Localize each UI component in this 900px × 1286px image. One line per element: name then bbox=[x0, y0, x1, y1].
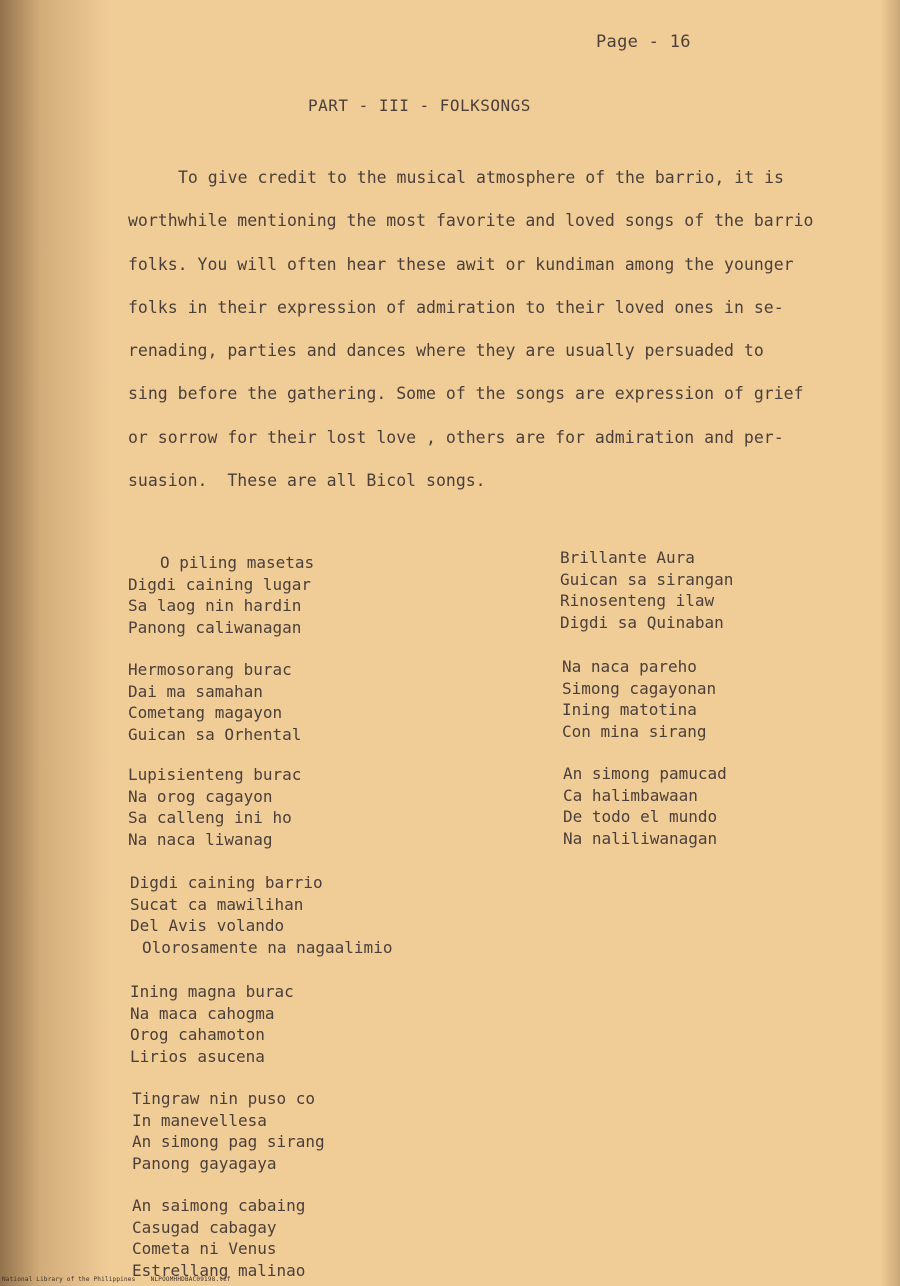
verse-line: Tingraw nin puso co bbox=[132, 1089, 316, 1108]
intro-line: sing before the gathering. Some of the songs are expression of grief bbox=[128, 384, 804, 404]
scan-footer: National Library of the Philippines NLPOOMHHDBAC09198.tif bbox=[2, 1276, 231, 1283]
verse-line: Na naliliwanagan bbox=[563, 828, 718, 848]
verse-line: Panong gayagaya bbox=[132, 1153, 277, 1173]
verse-line: Cometa ni Venus bbox=[132, 1239, 277, 1258]
verse-line: Panong caliwanagan bbox=[128, 617, 302, 637]
song-stanza bbox=[130, 981, 294, 1067]
verse-line: Guican sa Orhental bbox=[128, 724, 302, 744]
song-stanza bbox=[130, 872, 392, 958]
verse-line: An saimong cabaing bbox=[132, 1196, 306, 1215]
page-number: Page - 16 bbox=[596, 32, 691, 52]
verse-line: De todo el mundo bbox=[563, 807, 718, 826]
verse-line: Brillante Aura bbox=[560, 548, 695, 567]
verse-line: Lirios asucena bbox=[130, 1046, 265, 1066]
song-stanza bbox=[128, 552, 314, 638]
verse-line: Na naca pareho bbox=[562, 657, 697, 676]
song-stanza bbox=[132, 1088, 325, 1174]
verse-line: Dai ma samahan bbox=[128, 681, 263, 701]
intro-line: folks in their expression of admiration to their loved ones in se- bbox=[128, 297, 784, 317]
intro-line: folks. You will often hear these awit or kundiman among the younger bbox=[128, 254, 794, 274]
verse-line: Casugad cabagay bbox=[132, 1217, 277, 1237]
verse-line: Sucat ca mawilihan bbox=[130, 894, 304, 914]
verse-line: Rinosenteng ilaw bbox=[560, 591, 715, 610]
verse-line: Digdi caining barrio bbox=[130, 873, 323, 892]
verse-line: Cometang magayon bbox=[128, 703, 283, 722]
song-stanza bbox=[563, 763, 727, 849]
intro-line: To give credit to the musical atmosphere of the barrio, it is bbox=[178, 168, 784, 187]
verse-line: Na orog cagayon bbox=[128, 786, 273, 806]
verse-line: Ca halimbawaan bbox=[563, 785, 698, 805]
verse-line: Hermosorang burac bbox=[128, 660, 292, 679]
song-stanza bbox=[128, 659, 301, 745]
verse-line: An simong pag sirang bbox=[132, 1132, 325, 1151]
verse-line: Con mina sirang bbox=[562, 721, 707, 741]
verse-line: Na naca liwanag bbox=[128, 829, 273, 849]
verse-line: Lupisienteng burac bbox=[128, 765, 302, 784]
verse-line: An simong pamucad bbox=[563, 764, 727, 783]
song-stanza bbox=[562, 656, 716, 742]
verse-line: Digdi sa Quinaban bbox=[560, 612, 724, 632]
verse-line: Sa calleng ini ho bbox=[128, 808, 292, 827]
verse-line: Olorosamente na nagaalimio bbox=[142, 937, 393, 957]
verse-line: In manevellesa bbox=[132, 1110, 267, 1130]
verse-line: Orog cahamoton bbox=[130, 1025, 265, 1044]
verse-line: Simong cagayonan bbox=[562, 678, 717, 698]
verse-line: Ining magna burac bbox=[130, 982, 294, 1001]
intro-line: renading, parties and dances where they are usually persuaded to bbox=[128, 341, 764, 361]
intro-line: suasion. These are all Bicol songs. bbox=[128, 471, 486, 491]
section-heading: PART - III - FOLKSONGS bbox=[308, 96, 531, 115]
intro-paragraph bbox=[128, 156, 868, 502]
intro-line: worthwhile mentioning the most favorite and loved songs of the barrio bbox=[128, 211, 814, 231]
intro-line: or sorrow for their lost love , others are for admiration and per- bbox=[128, 427, 784, 447]
song-stanza bbox=[132, 1195, 305, 1281]
song-stanza bbox=[128, 764, 301, 850]
verse-line: Digdi caining lugar bbox=[128, 574, 312, 594]
verse-line: Del Avis volando bbox=[130, 916, 285, 935]
verse-line: O piling masetas bbox=[160, 553, 315, 572]
verse-line: Ining matotina bbox=[562, 700, 697, 719]
verse-line: Guican sa sirangan bbox=[560, 569, 734, 589]
verse-line: Na maca cahogma bbox=[130, 1003, 275, 1023]
verse-line: Estrellang malinao bbox=[132, 1260, 306, 1280]
song-stanza bbox=[560, 547, 733, 633]
verse-line: Sa laog nin hardin bbox=[128, 596, 302, 615]
